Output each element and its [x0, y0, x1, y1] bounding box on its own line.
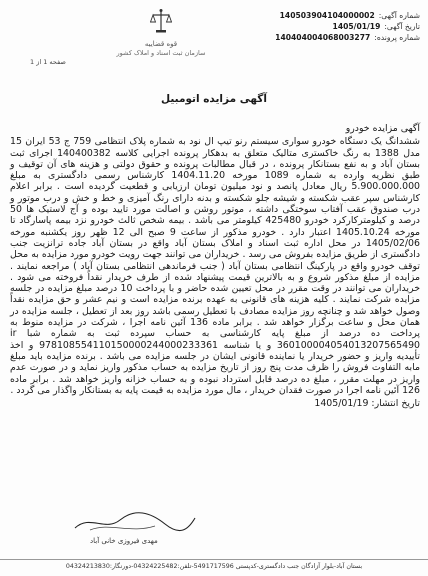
publish-date-line — [10, 398, 420, 409]
notice-number-label: شماره آگهی: — [378, 11, 420, 20]
logo-line-2: سازمان ثبت اسناد و املاک کشور — [116, 49, 206, 57]
body-heading: آگهی مزایده خودرو — [345, 123, 420, 134]
signature-stamp-icon — [70, 510, 200, 536]
publish-date: 1405/01/19 — [314, 398, 369, 410]
notice-number: 140503904104000002 — [279, 11, 375, 20]
document-title: آگهی مزایده اتومبیل — [161, 93, 267, 105]
publish-date-label: تاریخ انتشار: — [371, 398, 420, 410]
footer-address: بستان آباد-بلوار آزادگان جنب دادگستری-کدپستی 5491717596-تلفن:04324225482-دورنگار:04324213830 — [0, 559, 428, 570]
justice-scale-icon — [150, 8, 172, 34]
signature-area — [0, 510, 428, 550]
notice-date: 1405/01/19 — [332, 22, 381, 31]
notice-number-row — [220, 10, 420, 21]
judiciary-logo — [106, 8, 216, 76]
notice-body — [10, 123, 420, 411]
notice-meta — [220, 10, 420, 43]
case-number: 140404004068003277 — [275, 33, 371, 42]
notice-date-row — [220, 21, 420, 32]
signer-name: مهدی فیروزی خانی آباد — [90, 537, 158, 545]
logo-line-1: قوه قضاییه — [144, 40, 178, 48]
body-paragraph: ششدانگ یک دستگاه خودرو سواری سیستم رنو تیپ ال نود به شماره پلاک انتظامی 759 ج 53 ایران 15 مدل 1388 به رنگ خاکستری متالیک متعلق به بدهکار پرونده اجرایی کلاسه 140400382 اجرای ثبت بستان آباد و به نفع بستانکار پرونده ، در قبال مطالبات پرونده و حقوق دولتی و هزینه های آن توقیف و طبق نظریه وارده به شماره 1089 مورخه 1404.11.20 کارشناس رسمی دادگستری به مبلغ 5.900.000.000 ریال معادل پانصد و نود میلیون تومان ارزیابی و قطعیت گردیده است . برابر اعلام کارشناس سپر عقب شکسته و شیشه جلو شکسته و بدنه دارای رنگ آمیزی و خط و خش و درب موتور و درب صندوق عقب آفتاب سوختگی داشته ، موتور روشن و اصالت مورد تایید بوده و آج لاستیک ها 50 درصد و کیلومترکارکرد خودرو 425480 کیلومتر می باشد . بیمه شخص ثالث خودرو نزد بیمه پاسارگاد تا مورخه 1405.10.24 اعتبار دارد . خودرو مذکور از ساعت 9 صبح الی 12 ظهر روز یکشنبه مورخه 1405/02/06 در محل اداره ثبت اسناد و املاک بستان آباد واقع در بستان آباد جاده ترانزیت جنب دادگستری از طریق مزایده بفروش می رسد . خریداران می توانند جهت رویت خودرو مورد مزایده به محل توقف خودرو واقع در پارکینگ انتظامی بستان آباد ( جنب فرماندهی انتظامی بستان آباد ) مراجعه نمایند . مزایده از مبلغ مذکور شروع و به بالاترین قیمت پیشنهاد شده از طرف خریدار نقداً فروخته می شود . خریداران می توانند در وقت مقرر در محل تعیین شده حاضر و با پرداخت 10 درصد مبلغ مزایده در جلسه مزایده شرکت نمایند . کلیه هزینه های قانونی به عهده برنده مزایده است و نیم عشر و حق مزایده نقداً وصول خواهد شد و چنانچه روز مزایده مصادف با تعطیل رسمی باشد روز بعد از تعطیل ، جلسه مزایده در همان محل و ساعت برگزار خواهد شد . برابر ماده 136 آئین نامه اجرا ، شرکت در مزایده منوط به پرداخت ده درصد از مبلغ پایه کارشناسی به حساب سپرده ثبت به شماره شبا ir 360100004054013207565490 و یا شناسه 978108554110150000244000233361 و اخذ تأییدیه واریز و حضور خریدار یا نماینده قانونی ایشان در جلسه مزایده می باشد . برنده مزایده باید مبلغ مابه التفاوت فروش را ظرف مدت پنج روز از تاریخ مزایده به حساب مذکور واریز نماید و در صورت عدم واریز در مهلت مقرر ، مبلغ ده درصد قابل استرداد نبوده و به حساب خزانه واریز خواهد شد . برابر ماده 126 آئین نامه اجرا در صورت فقدان خریدار ، مال مورد مزایده به قیمت پایه به بستانکار واگذار می گردد . — [10, 136, 420, 396]
notice-date-label: تاریخ آگهی: — [384, 22, 420, 31]
case-number-row — [220, 32, 420, 43]
page-number: صفحه 1 از 1 — [30, 58, 66, 66]
case-number-label: شماره پرونده: — [374, 33, 420, 42]
